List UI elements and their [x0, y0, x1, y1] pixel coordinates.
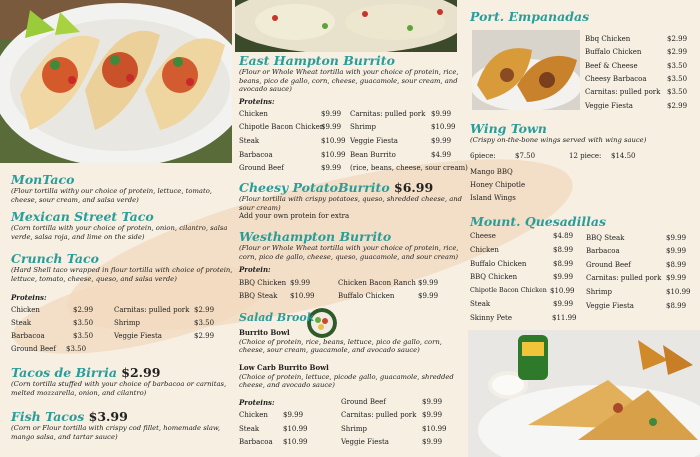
- item-name-2: Buffalo Chicken: [338, 292, 395, 300]
- item-name-2: Shrimp: [341, 425, 368, 433]
- wings-6-label: 6piece:: [470, 152, 496, 160]
- crunch-section: [11, 251, 233, 283]
- item-price: $8.99: [553, 246, 574, 254]
- item-price-2: $10.99: [431, 123, 456, 131]
- item-price: $2.99: [73, 306, 94, 314]
- west-desc: (Flour or Whole Wheat tortilla with your choice of protein, rice, corn, pico de gallo, cheese, queso, guacamole, and sour cream): [239, 244, 459, 261]
- item-name-2: Carnitas: pulled pork: [114, 306, 190, 314]
- lowcarb-desc: (Choice of protein, lettuce, picode gallo, guacamole, shredded cheese, and avocado sauce): [239, 372, 454, 389]
- item-price: $11.99: [552, 314, 577, 322]
- item-price: $9.99: [666, 274, 687, 282]
- burrito-desc: (Flour or Whole Wheat tortilla with your choice of protein, rice, beans, pico de gallo, corn, cheese, guacamole, sour cream, and avocado sauce): [239, 68, 459, 93]
- item-name: Bbq Chicken: [585, 35, 631, 43]
- item-price: $2.99: [667, 102, 688, 110]
- wings-12-price: $14.50: [611, 152, 636, 160]
- item-price: $9.99: [290, 279, 311, 287]
- item-name-2: Veggie Fiesta: [114, 332, 162, 340]
- item-name-2: Carnitas: pulled pork: [341, 411, 417, 419]
- item-name: Mango BBQ: [470, 168, 513, 176]
- wings-12-label: 12 piece:: [569, 152, 602, 160]
- cheesy-extra: Add your own protein for extra: [239, 212, 350, 220]
- item-name: Ground Beef: [11, 345, 56, 353]
- lowcarb-title: Low Carb Burrito Bowl: [239, 363, 329, 372]
- cheesy-title: [239, 180, 464, 195]
- burrito-proteins-label: Proteins:: [239, 97, 275, 106]
- item-price: $9.99: [321, 110, 342, 118]
- item-name: Steak: [470, 300, 491, 308]
- montaco-desc: (Flour tortilla withy our choice of protein, lettuce, tomato, cheese, sour cream, and salsa verde): [11, 187, 212, 204]
- mexican-title: Mexican Street Taco: [11, 209, 154, 224]
- wings-desc: (Crispy on-the-bone wings served with wing sauce): [470, 136, 647, 144]
- burrito-photo: [235, 0, 457, 52]
- item-name: Ground Beef: [586, 261, 631, 269]
- item-price-2: $2.99: [194, 306, 215, 314]
- salad-proteins-label: Proteins:: [239, 398, 275, 407]
- fish-price: $3.99: [88, 409, 128, 424]
- item-price: $9.99: [321, 164, 342, 172]
- item-name: Veggie Fiesta: [586, 302, 634, 310]
- item-name-2: Ground Beef: [341, 398, 386, 406]
- item-name-2: Shrimp: [114, 319, 141, 327]
- item-note: (rice, beans, cheese, sour cream): [350, 164, 468, 172]
- quesadillas-title: Mount. Quesadillas: [470, 214, 607, 229]
- item-price-2: $9.99: [418, 292, 439, 300]
- item-name-2: Bean Burrito: [350, 151, 396, 159]
- item-price-2: $9.99: [431, 110, 452, 118]
- item-price: $3.50: [667, 75, 688, 83]
- item-price: $9.99: [283, 411, 304, 419]
- item-price: $2.99: [667, 48, 688, 56]
- item-name: Chicken: [11, 306, 40, 314]
- item-name: Steak: [11, 319, 32, 327]
- item-name: Steak: [239, 425, 260, 433]
- item-price-2: $9.99: [422, 398, 443, 406]
- birria-title: [11, 365, 233, 380]
- item-name: Chicken: [470, 246, 499, 254]
- item-price: $3.50: [667, 88, 688, 96]
- item-price-2: $9.99: [422, 411, 443, 419]
- item-name: Barbacoa: [239, 151, 273, 159]
- fish-title: [11, 409, 233, 424]
- item-price: $9.99: [666, 247, 687, 255]
- item-price-2: $9.99: [431, 137, 452, 145]
- item-name-2: Veggie Fiesta: [350, 137, 398, 145]
- item-price: $2.99: [667, 35, 688, 43]
- item-name: BBQ Steak: [239, 292, 278, 300]
- quesadilla-photo: [468, 330, 700, 457]
- item-price: $10.99: [321, 137, 346, 145]
- item-price: $10.99: [283, 438, 308, 446]
- mexican-section: [11, 209, 243, 241]
- item-name: Skinny Pete: [470, 314, 512, 322]
- item-price: $9.99: [666, 234, 687, 242]
- item-price: $3.50: [66, 345, 87, 353]
- bowl-title: Burrito Bowl: [239, 328, 290, 337]
- crunch-proteins-label: Proteins:: [11, 293, 47, 302]
- wings-6-price: $7.50: [515, 152, 536, 160]
- west-section: [239, 229, 464, 261]
- item-price-2: $9.99: [418, 279, 439, 287]
- item-price: $10.99: [666, 288, 691, 296]
- item-price: $9.99: [553, 300, 574, 308]
- item-price-2: $10.99: [422, 425, 447, 433]
- item-price: $8.99: [666, 261, 687, 269]
- salad-title: Salad Brook: [239, 311, 315, 324]
- west-title: Westhampton Burrito: [239, 229, 392, 244]
- birria-price: $2.99: [121, 365, 161, 380]
- item-name: Chipotle Bacon Chicken: [470, 287, 547, 294]
- montaco-section: [11, 172, 233, 204]
- item-name: Cheese: [470, 232, 496, 240]
- wings-section: [470, 121, 695, 145]
- cheesy-title-text: Cheesy PotatoBurrito: [239, 180, 390, 195]
- burrito-title: East Hampton Burrito: [239, 53, 395, 68]
- cheesy-desc: (Flour tortilla with crispy potatoes, queso, shredded cheese, and sour cream): [239, 195, 463, 212]
- item-name: BBQ Chicken: [470, 273, 518, 281]
- item-price: $10.99: [290, 292, 315, 300]
- tacos-photo: [0, 0, 232, 163]
- item-name: Buffalo Chicken: [585, 48, 642, 56]
- item-name: Buffalo Chicken: [470, 260, 527, 268]
- cheesy-section: [239, 180, 464, 221]
- item-name: Barbacoa: [239, 438, 273, 446]
- item-name: Veggie Fiesta: [585, 102, 633, 110]
- item-price-2: $3.50: [194, 319, 215, 327]
- item-price-2: $9.99: [422, 438, 443, 446]
- item-name: BBQ Steak: [586, 234, 625, 242]
- wings-title: Wing Town: [470, 121, 547, 136]
- item-price: $10.99: [321, 151, 346, 159]
- item-name-2: Veggie Fiesta: [341, 438, 389, 446]
- item-name-2: Shrimp: [350, 123, 377, 131]
- empanadas-title: Port. Empanadas: [470, 9, 590, 24]
- item-name: Island Wings: [470, 194, 516, 202]
- item-name: Steak: [239, 137, 260, 145]
- item-price: $3.50: [667, 62, 688, 70]
- west-proteins-label: Protein:: [239, 265, 271, 274]
- item-price: $10.99: [550, 287, 575, 295]
- item-price: $9.99: [553, 273, 574, 281]
- cheesy-price: $6.99: [394, 180, 434, 195]
- item-name: Shrimp: [586, 288, 613, 296]
- birria-title-text: Tacos de Birria: [11, 365, 117, 380]
- item-name: Chicken: [239, 411, 268, 419]
- item-price: $8.99: [666, 302, 687, 310]
- item-name-2: Carnitas: pulled pork: [350, 110, 426, 118]
- fish-section: [11, 409, 233, 441]
- item-price: $4.89: [553, 232, 574, 240]
- item-name: Barbacoa: [586, 247, 620, 255]
- item-name: Barbacoa: [11, 332, 45, 340]
- mexican-desc: (Corn tortilla with your choice of protein, onion, cilantro, salsa verde, salsa roja, and lime on the side): [11, 224, 228, 241]
- item-price: $8.99: [553, 260, 574, 268]
- item-price: $3.50: [73, 332, 94, 340]
- empanadas-photo: [472, 30, 580, 110]
- lowcarb-section: [239, 364, 461, 390]
- item-price: $9.99: [321, 123, 342, 131]
- item-price-2: $2.99: [194, 332, 215, 340]
- item-name: Beef & Cheese: [585, 62, 638, 70]
- item-name: Carnitas: pulled pork: [586, 274, 662, 282]
- item-price: $10.99: [283, 425, 308, 433]
- birria-section: [11, 365, 233, 397]
- birria-desc: (Corn tortilla stuffed with your choice of barbacoa or carnitas, melted mozzarella, onion, and cilantro): [11, 380, 227, 397]
- item-name: Honey Chipotle: [470, 181, 526, 189]
- item-name: Chipotle Bacon Chicken: [239, 123, 325, 131]
- crunch-desc: (Hard Shell taco wrapped in flour tortilla with choice of protein, lettuce, tomato, cheese, queso, and salsa verde): [11, 266, 233, 283]
- fish-title-text: Fish Tacos: [11, 409, 85, 424]
- item-name: Carnitas: pulled pork: [585, 88, 661, 96]
- burrito-section: [239, 53, 464, 94]
- montaco-title: MonTaco: [11, 172, 75, 187]
- bowl-desc: (Choice of protein, rice, beans, lettuce, pico de gallo, corn, cheese, sour cream, guacamole, and avocado sauce): [239, 337, 442, 354]
- item-name: BBQ Chicken: [239, 279, 287, 287]
- item-name: Ground Beef: [239, 164, 284, 172]
- item-name: Chicken: [239, 110, 268, 118]
- item-name-2: Chicken Bacon Ranch: [338, 279, 416, 287]
- crunch-title: Crunch Taco: [11, 251, 99, 266]
- fish-desc: (Corn or Flour tortilla with crispy cod fillet, homemade slaw, mango salsa, and tartar sauce): [11, 424, 221, 441]
- item-price-2: $4.99: [431, 151, 452, 159]
- bowl-section: [239, 329, 461, 355]
- item-name: Cheesy Barbacoa: [585, 75, 647, 83]
- item-price: $3.50: [73, 319, 94, 327]
